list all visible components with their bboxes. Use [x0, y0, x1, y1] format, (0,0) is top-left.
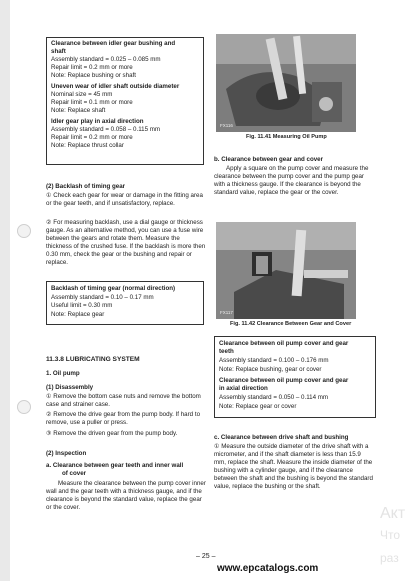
paragraph-apply-square: Apply a square on the pump cover and measure the clearance between the pump cover and the pump gear with a thickness gauge. If the clearance is beyond the standard value, replace the gear or the cover.	[214, 165, 369, 196]
page-number: – 25 –	[196, 553, 216, 560]
binder-hole-top	[17, 224, 31, 238]
overlay-text: раз	[380, 551, 399, 565]
photo-illustration	[216, 34, 356, 132]
spec-note: Note: Replace gear or cover	[219, 403, 297, 410]
spec-line: Nominal size = 45 mm	[51, 91, 113, 98]
spec-line: Repair limit = 0.2 mm or more	[51, 64, 133, 71]
subheading-gear-cover: b. Clearance between gear and cover	[214, 156, 324, 163]
subheading-oil-pump: 1. Oil pump	[46, 370, 80, 377]
paragraph-measure-clearance: Measure the clearance between the pump cover inner wall and the gear teeth with a thickness gauge, and if the clearance is beyond the standard value, replace the gear or the cover.	[46, 480, 206, 511]
subheading-drive-shaft: c. Clearance between drive shaft and bushing	[214, 434, 349, 441]
spec-line: Assembly standard = 0.100 – 0.176 mm	[219, 357, 329, 364]
spec-line: Useful limit = 0.30 mm	[51, 302, 113, 309]
spec-note: Note: Replace shaft	[51, 107, 106, 114]
spec-title: Idler gear play in axial direction	[51, 118, 144, 125]
overlay-text: Что	[380, 528, 401, 542]
spec-title-cont: in axial direction	[219, 385, 268, 392]
spec-line: Assembly standard = 0.10 – 0.17 mm	[51, 294, 154, 301]
section-heading-lubricating: 11.3.8 LUBRICATING SYSTEM	[46, 356, 140, 363]
photo-illustration	[216, 222, 356, 319]
subheading-disassembly: (1) Disassembly	[46, 384, 94, 391]
paragraph-remove-driven-gear: ③ Remove the driven gear from the pump body.	[46, 430, 178, 437]
subheading-inspection: (2) Inspection	[46, 450, 87, 457]
photo-clearance-gear-cover	[216, 222, 356, 319]
spec-note: Note: Replace thrust collar	[51, 142, 124, 149]
paragraph-measure-shaft: ① Measure the outside diameter of the drive shaft with a micrometer, and if the shaft diameter is less than 15.9 mm, replace the shaft. Measure the inside diameter of the bushing with a cylinder gauge, and if the clearance between the shaft and the bushing is beyond the standard value, replace the bushing or the shaft.	[214, 443, 373, 490]
spec-box-idler-gear	[46, 37, 204, 165]
spec-title: Clearance between idler gear bushing and	[51, 40, 176, 47]
paragraph-remove-case: ① Remove the bottom case nuts and remove the bottom case and strainer case.	[46, 393, 201, 408]
figure-caption-11-41: Fig. 11.41 Measuring Oil Pump	[246, 134, 327, 140]
section-heading-backlash: (2) Backlash of timing gear	[46, 183, 126, 190]
spec-title: Clearance between oil pump cover and gear	[219, 340, 349, 347]
spec-title: Clearance between oil pump cover and gear	[219, 377, 349, 384]
spec-note: Note: Replace bushing or shaft	[51, 72, 136, 79]
spec-line: Assembly standard = 0.058 – 0.115 mm	[51, 126, 161, 133]
spec-line: Repair limit = 0.1 mm or more	[51, 99, 133, 106]
photo-tag: FX117	[220, 310, 233, 315]
subheading-clearance-teeth: a. Clearance between gear teeth and inner wall	[46, 462, 184, 469]
paragraph-check-gear: ① Check each gear for wear or damage in the fitting area or the gear teeth, and if unsatisfactory, replace.	[46, 192, 203, 207]
spec-title: Uneven wear of idler shaft outside diameter	[51, 83, 180, 90]
spec-title-cont: teeth	[219, 348, 234, 355]
spec-box-backlash	[46, 281, 204, 325]
paragraph-remove-drive-gear: ② Remove the drive gear from the pump body. If hard to remove, use a puller or press.	[46, 411, 201, 426]
subheading-clearance-teeth-cont: of cover	[62, 470, 87, 477]
photo-tag: FX116	[220, 123, 233, 128]
spec-title-cont: shaft	[51, 48, 66, 55]
spec-line: Assembly standard = 0.050 – 0.114 mm	[219, 394, 329, 401]
watermark-url: www.epcatalogs.com	[217, 563, 319, 574]
spec-line: Repair limit = 0.2 mm or more	[51, 134, 133, 141]
spec-title: Backlash of timing gear (normal direction)	[51, 285, 176, 292]
spec-note: Note: Replace bushing, gear or cover	[219, 366, 322, 373]
overlay-text: Акт	[380, 505, 406, 522]
paragraph-measure-backlash: ② For measuring backlash, use a dial gauge or thickness gauge. As an alternative method, you can use a fuse wire between the gears and rotate them. Measure the thickness of the crushed fuse. If the backlash is more then 0.30 mm, check the gear or the bushing and repair or replace.	[46, 219, 206, 266]
spec-line: Assembly standard = 0.025 – 0.085 mm	[51, 56, 161, 63]
spec-note: Note: Replace gear	[51, 311, 105, 318]
page-edge-shadow	[0, 0, 10, 581]
figure-caption-11-42: Fig. 11.42 Clearance Between Gear and Cover	[230, 321, 352, 327]
binder-hole-bottom	[17, 400, 31, 414]
spec-box-pump-cover	[214, 336, 376, 418]
photo-measuring-oil-pump	[216, 34, 356, 132]
